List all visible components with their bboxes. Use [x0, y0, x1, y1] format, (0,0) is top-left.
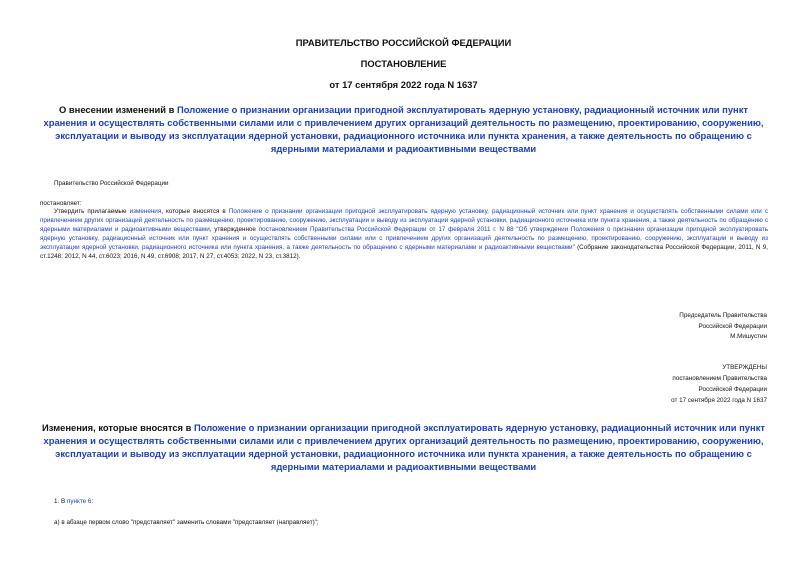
title-link[interactable]: Положение о признании организации пригодной эксплуатировать ядерную установку, радиационный источник или пункт хранения и осуществлять собственными силами или с привлечением других организаций деятельность по размещению, проектированию, сооружению, эксплуатации и выводу из эксплуатации ядерной установки, радиационного источника или пункта хранения, а также деятельность по обращению с ядерными материалами и радиоактивными веществами [43, 104, 764, 154]
body-text-1: Утвердить прилагаемые [54, 208, 130, 215]
approval-line-2: постановлением Правительства [672, 375, 767, 382]
body-text-3: , утвержденное [209, 226, 259, 233]
changes-link[interactable]: изменения [129, 208, 162, 215]
document-date-number: от 17 сентября 2022 года N 1637 [329, 79, 478, 90]
issuer-heading: ПРАВИТЕЛЬСТВО РОССИЙСКОЙ ФЕДЕРАЦИИ [295, 37, 512, 48]
signature-line-1: Председатель Правительства [679, 312, 767, 319]
government-line: Правительство Российской Федерации [54, 180, 169, 187]
item1-suffix: : [91, 498, 94, 505]
changes-title-prefix: Изменения, которые вносятся в [42, 422, 194, 433]
title-prefix: О внесении изменений в [59, 104, 178, 115]
document-title [40, 103, 767, 155]
approval-line-4: от 17 сентября 2022 года N 1637 [671, 397, 767, 404]
decree-link[interactable]: постановлением Правительства Российской Федерации от 17 февраля 2011 г. N 88 "Об утверждении Положения о признании организации пригодной эксплуатировать ядерную установку, радиационный источник или пункт хранения и осуществлять собственными силами или с привлечением других организаций деятельность по размещению, проектированию, сооружению, эксплуатации и выводу из эксплуатации ядерной установки, радиационного источника или пункта хранения, а также деятельность по обращению с ядерными материалами и радиоактивными веществами" [40, 226, 768, 251]
document-type-heading: ПОСТАНОВЛЕНИЕ [360, 58, 447, 69]
approval-line-1: УТВЕРЖДЕНЫ [722, 364, 767, 371]
changes-title-link[interactable]: Положение о признании организации пригодной эксплуатировать ядерную установку, радиационный источник или пункт хранения и осуществлять собственными силами или с привлечением других организаций деятельность по размещению, проектированию, сооружению, эксплуатации и выводу из эксплуатации ядерной установки, радиационного источника или пункта хранения, а также деятельность по обращению с ядерными материалами и радиоактивными веществами [43, 422, 765, 472]
regulation-link[interactable]: Положение о признании организации пригодной эксплуатировать ядерную установку, радиационный источник или пункт хранения и осуществлять собственными силами или с привлечением других организаций деятельность по размещению, проектированию, сооружению, эксплуатации и выводу из эксплуатации ядерной установки, радиационного источника или пункта хранения, а также деятельность по обращению с ядерными материалами и радиоактивными веществами [40, 208, 768, 233]
signature-line-2: Российской Федерации [698, 322, 767, 330]
list-item [54, 497, 93, 506]
resolution-paragraph [40, 207, 768, 261]
approval-line-3: Российской Федерации [698, 386, 767, 393]
paragraph-6-link[interactable]: пункте 6 [66, 498, 92, 505]
body-text-2: , которые вносятся в [161, 208, 229, 215]
item1-prefix: 1. В [54, 498, 67, 505]
signature-block [679, 311, 767, 343]
list-item: а) в абзаце первом слово "представляет" заменить словами "представляет (направляет)"; [54, 519, 319, 526]
approval-block [671, 362, 767, 406]
body-text-4: (Собрание законодательства Российской Федерации, 2011, N 9, ст.1248; 2012, N 44, ст.6023; 2016, N 49, ст.6908; 2017, N 27, ст.4053; 2022, N 23, ст.3812). [40, 244, 768, 260]
changes-title [40, 421, 767, 473]
decides-line: постановляет: [40, 200, 82, 207]
signature-name: М.Мишустин [730, 333, 767, 340]
